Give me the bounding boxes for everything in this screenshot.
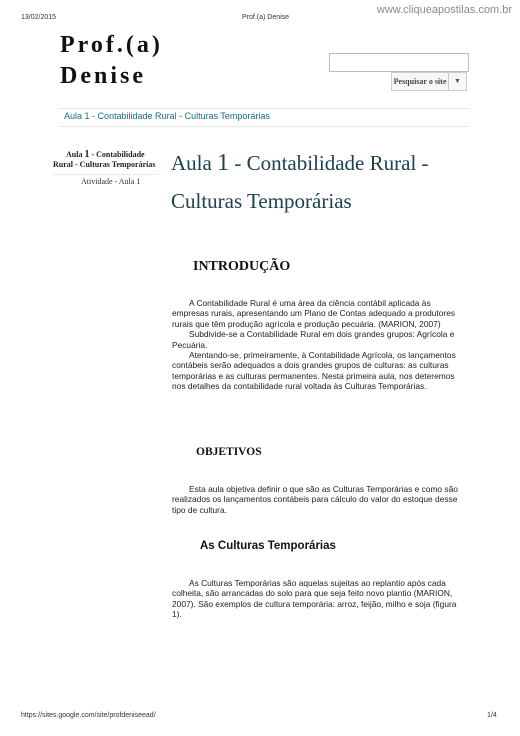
page-title-prefix: Aula <box>171 151 218 175</box>
chevron-down-icon: ▼ <box>454 78 461 85</box>
page-title <box>171 144 471 220</box>
page-title-rest: - Contabilidade Rural - Culturas Temporárias <box>171 151 429 213</box>
sidebar-item-prefix: Aula <box>66 150 85 159</box>
site-title-line2: Denise <box>60 63 146 89</box>
search-button[interactable]: Pesquisar o site <box>391 72 449 91</box>
sidebar-item-number: 1 <box>84 149 90 160</box>
cultures-heading: As Culturas Temporárias <box>200 540 336 552</box>
objectives-heading: OBJETIVOS <box>196 446 262 458</box>
print-footer-url: https://sites.google.com/site/profdeniseead/ <box>21 712 156 719</box>
sidebar-item-label: - Contabilidade Rural - Culturas Temporárias <box>53 150 156 169</box>
intro-paragraph-1: A Contabilidade Rural é uma área da ciência contábil aplicada às empresas rurais, apresentando um Plano de Contas adequado a produtores rurais que têm produção agrícola e produção pecuária. (MARION, 2007) <box>172 298 456 329</box>
print-page-number: 1/4 <box>487 712 497 719</box>
page-title-number: 1 <box>217 150 230 176</box>
site-title[interactable] <box>60 30 163 92</box>
search-dropdown-button[interactable] <box>449 72 467 91</box>
sidebar-nav <box>53 150 159 187</box>
sidebar-item-aula-1[interactable] <box>53 150 159 170</box>
search-input[interactable] <box>329 53 469 72</box>
intro-paragraph-3: Atentando-se, primeiramente, à Contabilidade Agrícola, os lançamentos contábeis serão adequados a dois grandes grupos de culturas: as culturas temporárias e as culturas permanentes. Nesta primeira aula, nos deteremos nos detalhes da contabilidade rural voltada às Culturas Temporárias. <box>172 350 456 392</box>
print-date: 13/02/2015 <box>21 14 57 21</box>
print-title: Prof.(a) Denise <box>242 14 290 21</box>
cultures-paragraph: As Culturas Temporárias são aquelas sujeitas ao replantio após cada colheita, são arrancadas do solo para que seja feito novo plantio (MARION, 2007). São exemplos de cultura temporária: arroz, feijão, milho e soja (figura 1). <box>172 578 457 620</box>
watermark: www.cliqueapostilas.com.br <box>376 4 512 16</box>
objectives-paragraph: Esta aula objetiva definir o que são as Culturas Temporárias e como são realizados os lançamentos contábeis para cálculo do valor do estoque desse tipo de cultura. <box>172 484 458 515</box>
intro-heading: INTRODUÇÃO <box>193 259 291 274</box>
cultures-section <box>172 578 468 620</box>
site-title-line1: Prof.(a) <box>60 32 163 58</box>
intro-paragraph-2: Subdivide-se a Contabilidade Rural em dois grandes grupos: Agrícola e Pecuária. <box>172 329 455 350</box>
objectives-section <box>172 484 468 515</box>
sidebar-item-atividade[interactable]: Atividade - Aula 1 <box>53 174 159 187</box>
breadcrumb[interactable]: Aula 1 - Contabilidade Rural - Culturas Temporárias <box>64 111 270 121</box>
intro-section <box>172 298 468 392</box>
